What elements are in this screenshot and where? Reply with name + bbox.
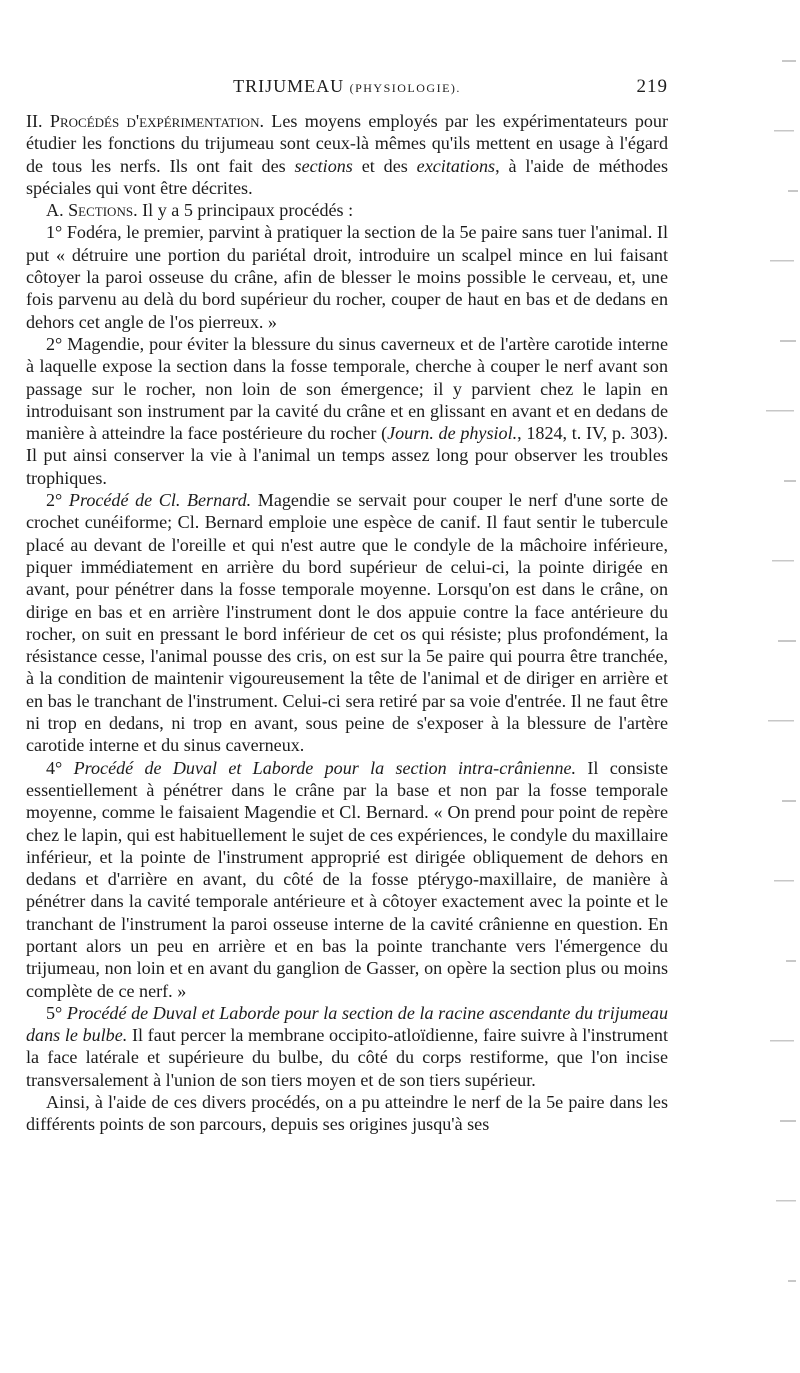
paragraph-text: Il y a 5 principaux procédés : [137,200,354,221]
paragraph-text: 5° [46,1002,67,1023]
paragraph-duval-laborde-bulbe [26,1002,668,1091]
paragraph-text: Les moyens employés par les expérimentateurs pour étudier les fonctions du trijumeau sont ceux-là mêmes qu'ils mettent en usage à l'égard de tous les nerfs. Ils ont fait des [26,111,668,176]
paragraph-text: 4° [46,757,74,778]
header-title [26,76,668,97]
citation-title: Journ. de physiol. [387,423,518,444]
paragraph-text: Il consiste essentiellement à pénétrer dans le crâne par la base et non par la fosse temporale moyenne, comme le faisaient Magendie et Cl. Bernard. « On prend pour point de repère chez le lapin, qui est habituellement le sujet de ces expériences, le condyle du maxillaire inférieur, et la pointe de l'instrument approprié est dirigée obliquement de dehors en dedans et d'arrière en avant, du côté de la fosse ptérygo-maxillaire, de manière à pénétrer dans la cavité temporale antérieure et à côtoyer exactement avec la pointe et le tranchant de l'instrument la paroi osseuse interne de la cavité crânienne en question. En portant alors un peu en arrière et en bas la pointe tranchante vers l'émergence du trijumeau, non loin et en avant du ganglion de Gasser, on opère la section plus ou moins complète de ce nerf. » [26,757,668,1001]
paragraph-text: Magendie se servait pour couper le nerf d'une sorte de crochet cunéiforme; Cl. Bernard emploie une espèce de canif. Il faut sentir le tubercule placé au devant de l'oreille et qui n'est autre que le condyle de la mâchoire inférieure, piquer immédiatement en arrière du bord supérieur de celui-ci, la pointe dirigée en avant, pour pénétrer dans la fosse temporale moyenne. Lorsqu'on est dans le crâne, on dirige en bas et en arrière l'instrument dont le dos appuie contre la face antérieure du rocher, on suit en pressant le bord inférieur de cet os qui résiste; plus profondément, la résistance cesse, l'animal pousse des cris, on est sur la 5e paire qui pourra être tranchée, à la condition de maintenir vigoureusement la tête de l'animal et de diriger en arrière et en bas le tranchant de l'instrument. Celui-ci sera retiré par sa voie d'entrée. Il ne faut être ni trop en dedans, ni trop en avant, sous peine de s'exposer à la blessure de l'artère carotide interne et du sinus caverneux. [26,490,668,756]
paragraph-text: , à l'aide de méthodes spéciales qui vont être décrites. [26,155,668,198]
paragraph-text: 2° [46,490,69,511]
procedure-title: Procédé de Duval et Laborde pour la section intra-crânienne. [73,757,577,778]
paragraph-text: et des [352,155,417,176]
page-number: 219 [636,76,668,97]
paragraph-magendie [26,333,668,489]
paragraph-bernard [26,489,668,757]
document-page [26,70,668,1136]
procedure-title: Procédé de Duval et Laborde pour la section de la racine ascendante du trijumeau dans le bulbe. [26,1002,668,1046]
article-body [26,110,668,1136]
header-subtitle: (PHYSIOLOGIE). [349,81,461,95]
paragraph-conclusion [26,1091,668,1136]
procedure-title: Procédé de Cl. Bernard. [68,490,252,511]
header-title-text: TRIJUMEAU [233,76,345,96]
scan-edge-noise [670,0,800,1373]
paragraph-sections [26,199,668,221]
paragraph-text: Ainsi, à l'aide de ces divers procédés, on a pu atteindre le nerf de la 5e paire dans les différents points de son parcours, depuis ses origines jusqu'à ses [26,1092,668,1135]
paragraph-text: Il faut percer la membrane occipito-atloïdienne, faire suivre à l'instrument la face latérale et supérieure du bulbe, du côté du corps restiforme, que l'on incise transversalement à l'union de son tiers moyen et de son tiers supérieur. [26,1025,668,1090]
running-header [26,70,668,110]
paragraph-text: , 1824, t. IV, p. 303). Il put ainsi conserver la vie à l'animal un temps assez long pour observer les troubles trophiques. [26,423,668,488]
section-heading: II. Procédés d'expérimentation. [26,111,264,131]
paragraph-emphasis: excitations [416,155,496,176]
paragraph-text: 1° Fodéra, le premier, parvint à pratiquer la section de la 5e paire sans tuer l'animal. Il put « détruire une portion du pariétal droit, introduire un scalpel mince en lui faisant côtoyer la paroi osseuse du crâne, afin de blesser le moins possible le cerveau, et, une fois parvenu au delà du bord supérieur du rocher, couper de haut en bas et de dedans en dehors cet angle de l'os pierreux. » [26,222,668,332]
paragraph-text: 2° Magendie, pour éviter la blessure du sinus caverneux et de l'artère carotide interne à laquelle expose la section dans la fosse temporale, cherche à couper le nerf avant son passage sur le rocher, non loin de son émergence; il y parvient chez le lapin en introduisant son instrument par la cavité du crâne et en glissant en avant et en dedans de manière à atteindre la face postérieure du rocher ( [26,333,668,444]
paragraph-procedes [26,110,668,199]
subsection-heading: A. Sections. [46,200,138,221]
paragraph-emphasis: sections [294,155,353,176]
paragraph-duval-laborde-intracranial [26,757,668,1002]
paragraph-fodera [26,221,668,332]
